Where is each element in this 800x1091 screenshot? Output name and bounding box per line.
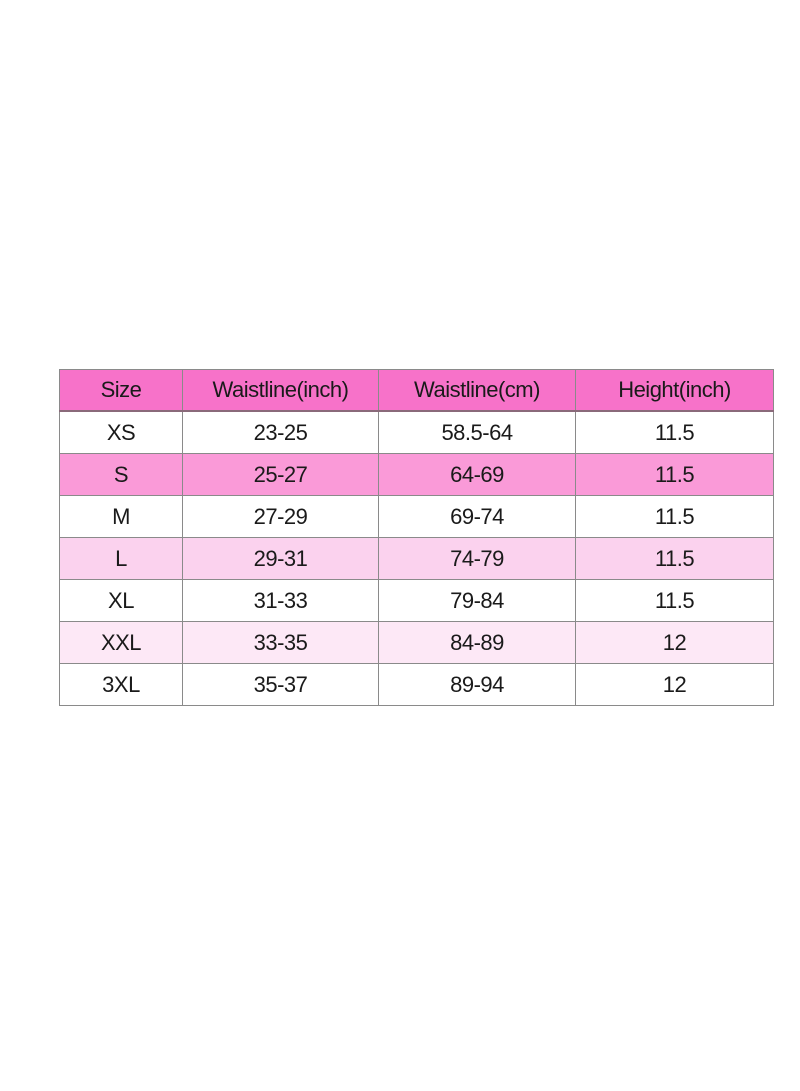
cell-height-inch: 11.5: [576, 411, 774, 454]
cell-height-inch: 11.5: [576, 496, 774, 538]
cell-waistline-inch: 35-37: [183, 664, 379, 706]
table-row: [60, 664, 774, 706]
cell-waistline-cm: 79-84: [379, 580, 576, 622]
cell-height-inch: 12: [576, 622, 774, 664]
cell-size: S: [60, 454, 183, 496]
cell-size: M: [60, 496, 183, 538]
cell-height-inch: 12: [576, 664, 774, 706]
cell-waistline-inch: 31-33: [183, 580, 379, 622]
header-waistline-cm: Waistline(cm): [379, 370, 576, 412]
cell-height-inch: 11.5: [576, 538, 774, 580]
cell-waistline-cm: 69-74: [379, 496, 576, 538]
header-size: Size: [60, 370, 183, 412]
table-row: [60, 622, 774, 664]
cell-waistline-cm: 58.5-64: [379, 411, 576, 454]
cell-waistline-inch: 23-25: [183, 411, 379, 454]
cell-waistline-cm: 84-89: [379, 622, 576, 664]
cell-waistline-inch: 29-31: [183, 538, 379, 580]
size-chart-table: [59, 369, 774, 706]
cell-waistline-cm: 89-94: [379, 664, 576, 706]
cell-waistline-cm: 64-69: [379, 454, 576, 496]
header-height-inch: Height(inch): [576, 370, 774, 412]
cell-waistline-inch: 33-35: [183, 622, 379, 664]
cell-size: L: [60, 538, 183, 580]
cell-waistline-inch: 25-27: [183, 454, 379, 496]
table-row: [60, 538, 774, 580]
header-waistline-inch: Waistline(inch): [183, 370, 379, 412]
cell-waistline-inch: 27-29: [183, 496, 379, 538]
table-row: [60, 496, 774, 538]
cell-height-inch: 11.5: [576, 580, 774, 622]
cell-height-inch: 11.5: [576, 454, 774, 496]
cell-waistline-cm: 74-79: [379, 538, 576, 580]
cell-size: XXL: [60, 622, 183, 664]
cell-size: XL: [60, 580, 183, 622]
table-header-row: [60, 370, 774, 412]
cell-size: XS: [60, 411, 183, 454]
table-row: [60, 454, 774, 496]
cell-size: 3XL: [60, 664, 183, 706]
table-row: [60, 411, 774, 454]
table-row: [60, 580, 774, 622]
